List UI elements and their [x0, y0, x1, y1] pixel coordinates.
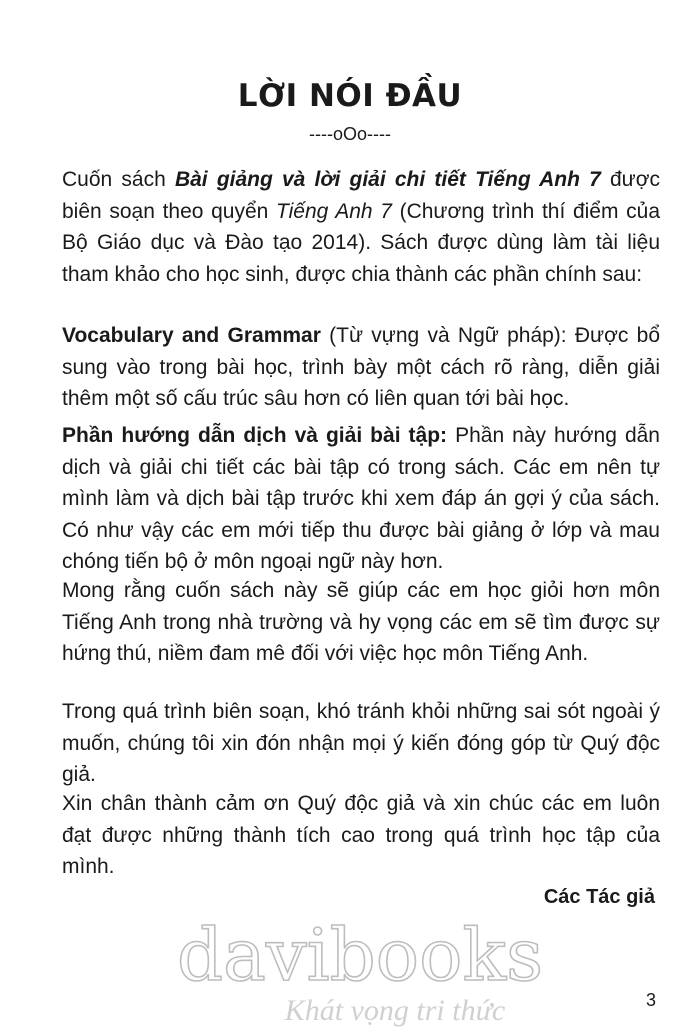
authors-signature: Các Tác giả	[543, 886, 655, 908]
translation-heading: Phần hướng dẫn dịch và giải bài tập:	[62, 424, 448, 447]
page-number: 3	[645, 990, 656, 1010]
feedback-paragraph: Trong quá trình biên soạn, khó tránh khỏi những sai sót ngoài ý muốn, chúng tôi xin đón nhận mọi ý kiến đóng góp từ Quý độc giả.	[62, 700, 660, 786]
davibooks-logo	[160, 905, 560, 1030]
page-title: LỜI NÓI ĐẦU	[237, 78, 463, 114]
intro-mid: được biên soạn theo quyển	[62, 168, 661, 223]
intro-paragraph	[62, 164, 660, 290]
logo-brand: davibooks	[176, 913, 544, 997]
intro-rest: (Chương trình thí điểm của Bộ Giáo dục và Đào tạo 2014). Sách được dùng làm tài liệu tham khảo cho học sinh, được chia thành các phần chính sau:	[62, 199, 660, 286]
intro-lead: Cuốn sách	[62, 168, 175, 191]
vocabulary-text: (Từ vựng và Ngữ pháp): Được bổ sung vào trong bài học, trình bày một cách rõ ràng, diễn giải thêm một số cấu trúc sâu hơn có liên quan tới bài học.	[62, 324, 660, 410]
title-divider: ----oOo----	[309, 124, 391, 144]
vocabulary-paragraph	[62, 320, 660, 415]
hope-paragraph: Mong rằng cuốn sách này sẽ giúp các em học giỏi hơn môn Tiếng Anh trong nhà trường và hy vọng các em sẽ tìm được sự hứng thú, niềm đam mê đối với việc học môn Tiếng Anh.	[62, 579, 660, 665]
vocabulary-heading: Vocabulary and Grammar	[62, 324, 321, 347]
book-title: Bài giảng và lời giải chi tiết Tiếng Anh 7	[174, 168, 601, 191]
logo-tagline: Khát vọng tri thức	[284, 994, 506, 1027]
textbook-title: Tiếng Anh 7	[275, 199, 392, 223]
translation-text: Phần này hướng dẫn dịch và giải chi tiết các bài tập có trong sách. Các em nên tự mình làm và dịch bài tập trước khi xem đáp án gợi ý của sách. Có như vậy các em mới tiếp thu được bài giảng ở lớp và mau chóng tiến bộ ở môn ngoại ngữ này hơn.	[62, 424, 660, 573]
thanks-paragraph: Xin chân thành cảm ơn Quý độc giả và xin chúc các em luôn đạt được những thành tích cao trong quá trình học tập của mình.	[62, 792, 660, 878]
translation-paragraph	[62, 420, 660, 578]
